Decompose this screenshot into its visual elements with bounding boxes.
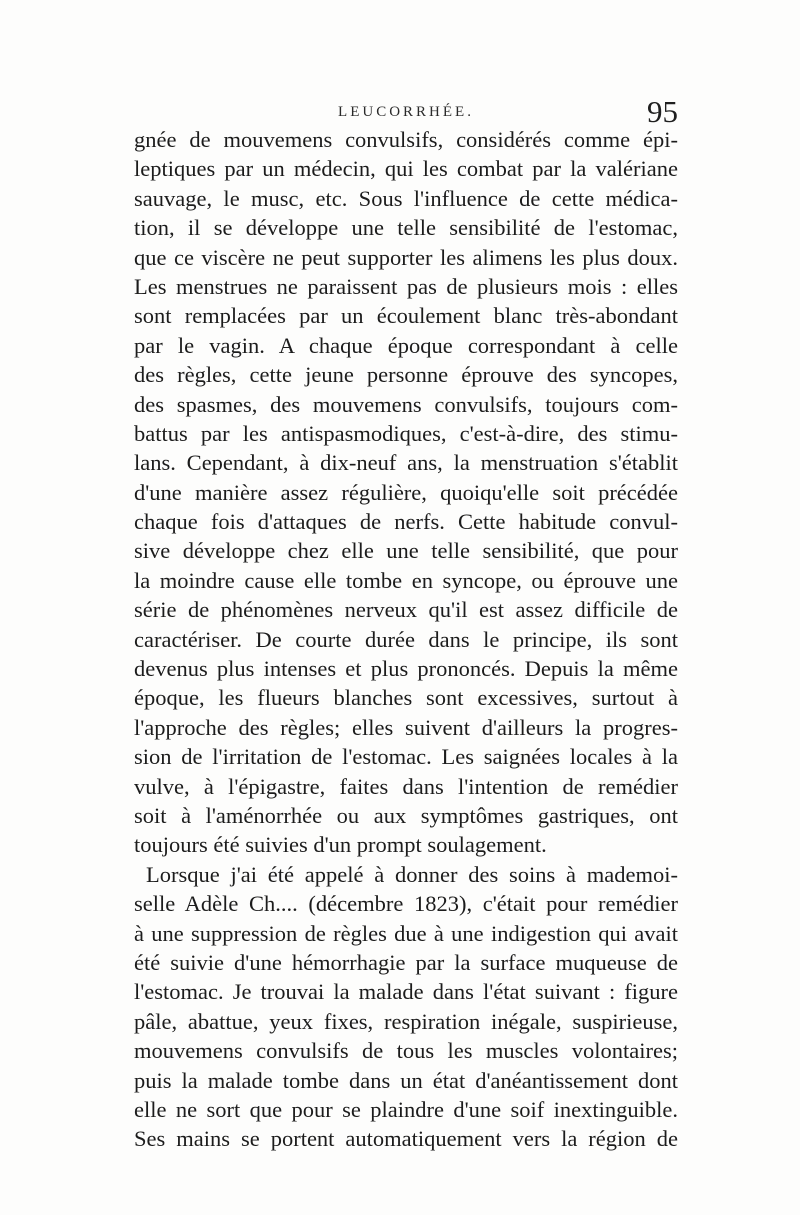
text-line: sont remplacées par un écoulement blanc très-abondant: [134, 303, 678, 329]
text-line: la moindre cause elle tombe en syncope, ou éprouve une: [134, 567, 678, 593]
text-line: que ce viscère ne peut supporter les alimens les plus doux.: [134, 244, 678, 270]
text-line: puis la malade tombe dans un état d'anéantissement dont: [134, 1067, 678, 1093]
text-line: l'approche des règles; elles suivent d'ailleurs la progres-: [134, 714, 678, 740]
text-line: vulve, à l'épigastre, faites dans l'intention de remédier: [134, 773, 678, 799]
text-line: Les menstrues ne paraissent pas de plusieurs mois : elles: [134, 273, 678, 299]
text-line: des spasmes, des mouvemens convulsifs, toujours com-: [134, 391, 678, 417]
running-head: LEUCORRHÉE.: [338, 104, 474, 120]
text-line: sion de l'irritation de l'estomac. Les saignées locales à la: [134, 744, 678, 770]
paragraph-end-line: toujours été suivies d'un prompt soulagement.: [134, 832, 547, 858]
text-line: pâle, abattue, yeux fixes, respiration inégale, suspirieuse,: [134, 1008, 678, 1034]
text-line: à une suppression de règles due à une indigestion qui avait: [134, 920, 678, 946]
text-line: devenus plus intenses et plus prononcés. Depuis la même: [134, 656, 678, 682]
body-text: [134, 125, 678, 1154]
page-header: [134, 96, 678, 128]
text-line: selle Adèle Ch.... (décembre 1823), c'était pour remédier: [134, 891, 678, 917]
text-line: des règles, cette jeune personne éprouve des syncopes,: [134, 362, 678, 388]
text-line: mouvemens convulsifs de tous les muscles volontaires;: [134, 1038, 678, 1064]
text-line: série de phénomènes nerveux qu'il est assez difficile de: [134, 597, 678, 623]
text-line: tion, il se développe une telle sensibilité de l'estomac,: [134, 215, 678, 241]
text-line: époque, les flueurs blanches sont excessives, surtout à: [134, 685, 678, 711]
text-line: d'une manière assez régulière, quoiqu'elle soit précédée: [134, 479, 678, 505]
text-line: caractériser. De courte durée dans le principe, ils sont: [134, 626, 678, 652]
text-line: soit à l'aménorrhée ou aux symptômes gastriques, ont: [134, 802, 678, 828]
text-line: lans. Cependant, à dix-neuf ans, la menstruation s'établit: [134, 450, 678, 476]
text-line: elle ne sort que pour se plaindre d'une soif inextinguible.: [134, 1096, 678, 1122]
text-line: sauvage, le musc, etc. Sous l'influence de cette médica-: [134, 185, 678, 211]
text-line: par le vagin. A chaque époque correspondant à celle: [134, 332, 678, 358]
text-line: Ses mains se portent automatiquement vers la région de: [134, 1126, 678, 1152]
text-line: sive développe chez elle une telle sensibilité, que pour: [134, 538, 678, 564]
text-line: gnée de mouvemens convulsifs, considérés comme épi-: [134, 127, 678, 152]
text-line: battus par les antispasmodiques, c'est-à-dire, des stimu-: [134, 420, 678, 446]
text-line: chaque fois d'attaques de nerfs. Cette habitude convul-: [134, 509, 678, 535]
page-number: 95: [647, 94, 678, 129]
paragraph-start-line: Lorsque j'ai été appelé à donner des soins à mademoi-: [146, 861, 678, 887]
text-line: leptiques par un médecin, qui les combat par la valériane: [134, 156, 678, 182]
text-line: été suivie d'une hémorrhagie par la surface muqueuse de: [134, 949, 678, 975]
text-line: l'estomac. Je trouvai la malade dans l'état suivant : figure: [134, 979, 678, 1005]
